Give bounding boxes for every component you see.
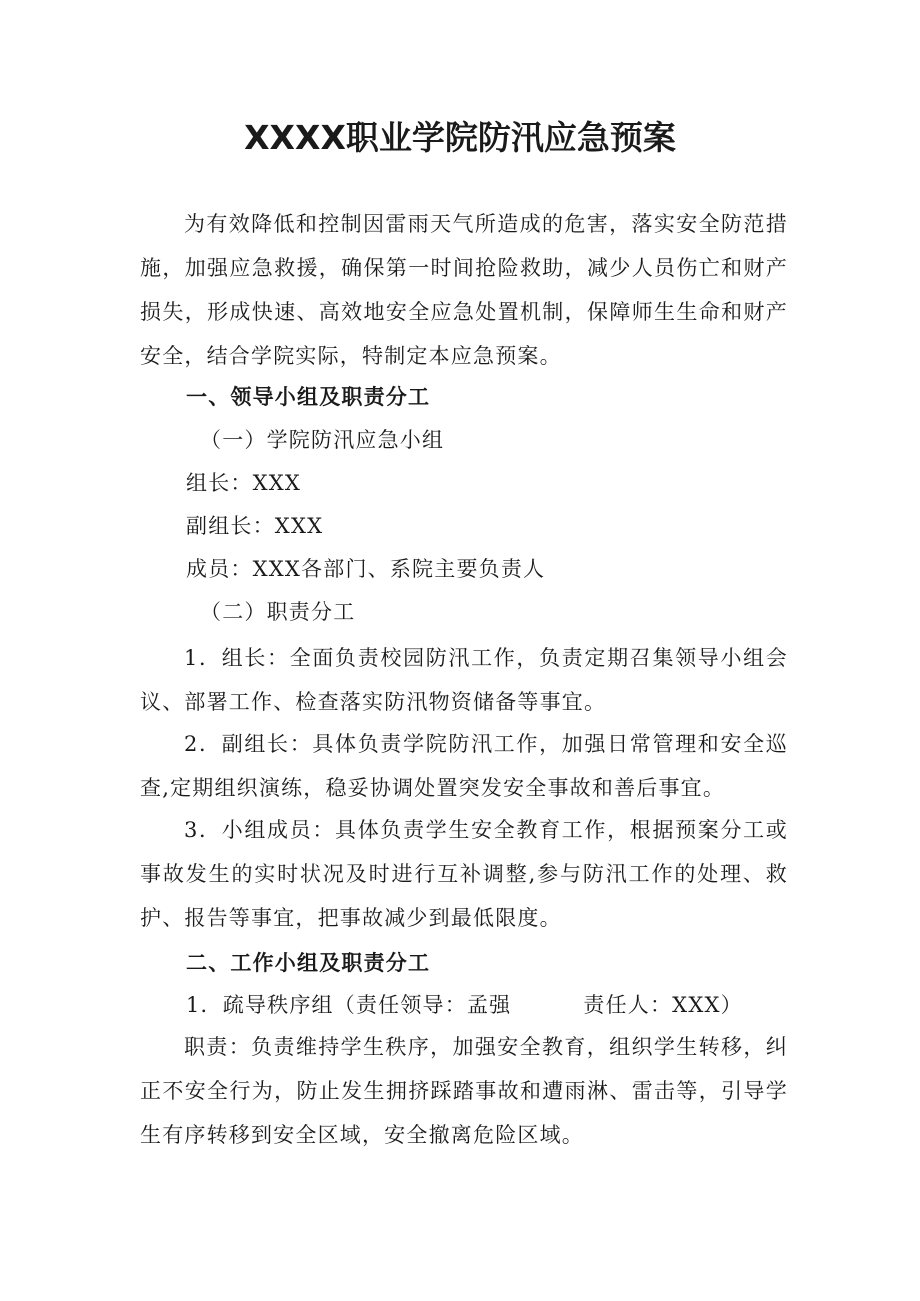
group1-title-lead: 1．疏导秩序组（责任领导：孟强: [186, 993, 512, 1017]
subsection-duties: （二）职责分工: [200, 600, 356, 624]
leader-line: 组长：XXX: [186, 471, 302, 495]
group1-title: [186, 990, 743, 1020]
duty-leader-paragraph: 1．组长：全面负责校园防汛工作，负责定期召集领导小组会议、部署工作、检查落实防汛物资储备等事宜。: [140, 646, 788, 714]
group1-title-responsible: 责任人：XXX）: [583, 993, 743, 1017]
intro-paragraph: 为有效降低和控制因雷雨天气所造成的危害，落实安全防范措施，加强应急救援，确保第一时间抢险救助，减少人员伤亡和财产损失，形成快速、高效地安全应急处置机制，保障师生生命和财产安全，结合学院实际，特制定本应急预案。: [140, 212, 788, 368]
duty-members-paragraph: 3．小组成员：具体负责学生安全教育工作，根据预案分工或事故发生的实时状况及时进行互补调整,参与防汛工作的处理、救护、报告等事宜，把事故减少到最低限度。: [140, 818, 788, 930]
members-line: 成员：XXX各部门、系院主要负责人: [186, 557, 546, 581]
duty-deputy-paragraph: 2．副组长：具体负责学院防汛工作，加强日常管理和安全巡查,定期组织演练，稳妥协调处置突发安全事故和善后事宜。: [140, 732, 788, 800]
group1-duty-paragraph: 职责：负责维持学生秩序，加强安全教育，组织学生转移，纠正不安全行为，防止发生拥挤踩踏事故和遭雨淋、雷击等，引导学生有序转移到安全区域，安全撤离危险区域。: [140, 1035, 788, 1147]
deputy-leader-line: 副组长：XXX: [186, 514, 324, 538]
document-title: XXXX职业学院防汛应急预案: [244, 118, 676, 157]
section1-heading: 一、领导小组及职责分工: [186, 385, 431, 409]
subsection-emergency-group: （一）学院防汛应急小组: [200, 428, 445, 452]
section2-heading: 二、工作小组及职责分工: [186, 951, 431, 975]
